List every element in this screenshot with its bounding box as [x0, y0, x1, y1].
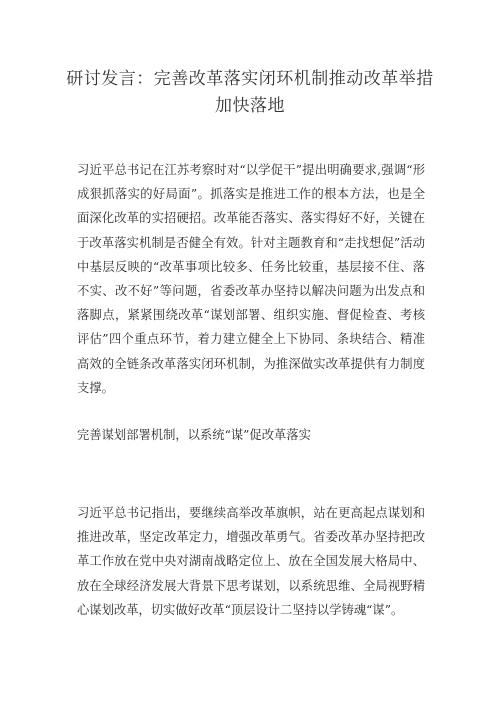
section-heading: 完善谋划部署机制，以系统“谋”促改革落实: [77, 428, 311, 442]
body-paragraph: 习近平总书记指出，要继续高举改革旗帜，站在更高起点谋划和推进改革，坚定改革定力，增强改革勇气。省委改革办坚持把改革工作放在党中央对湖南战略定位上、放在全国发展大格局中、放在全球经济发展大背景下思考谋划，以系统思维、全局视野精心谋划改革，切实做好改革“顶层设计二坚持以学铸魂“谋”。: [77, 506, 425, 617]
document-title: 研讨发言：完善改革落实闭环机制推动改革举措加快落地: [66, 69, 434, 116]
body-paragraph: 习近平总书记在江苏考察时对“以学促干”提出明确要求,强调“形成狠抓落实的好局面”。抓落实是推进工作的根本方法，也是全面深化改革的实招硬招。改革能否落实、落实得好不好，关键在于改革落实机制是否健全有效。针对主题教育和“走找想促”活动中基层反映的“改革事项比较多、任务比较重，基层接不住、落不实、改不好”等问题，省委改革办坚持以解决问题为出发点和落脚点，紧紧围绕改革“谋划部署、组织实施、督促检查、考核评估”四个重点环节，着力建立健全上下协同、条块结合、精准高效的全链条改革落实闭环机制，为推深做实改革提供有力制度支撑。: [77, 163, 425, 395]
